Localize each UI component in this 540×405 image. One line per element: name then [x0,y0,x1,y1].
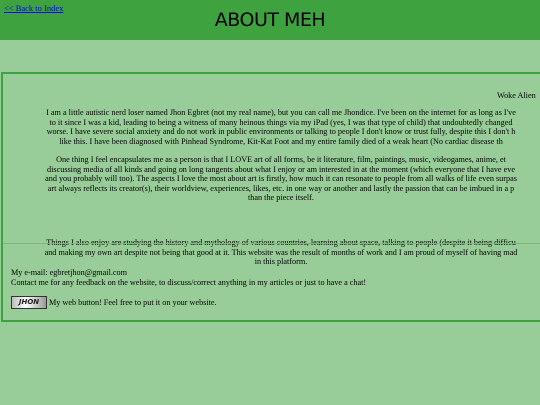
email-line: My e-mail: egbretjhon@gmail.com [11,268,127,277]
paragraph-line: Things I also enjoy are studying the history and mythology of various countries, learning about space, talking to people (despite it being difficu [46,238,516,247]
about-subtitle: Woke Alien [497,91,536,100]
paragraph-line: One thing I feel encapsulates me as a person is that I LOVE art of all forms, be it literature, film, paintings, music, videogames, anime, et [56,155,506,164]
divider-bottom [3,243,540,244]
paragraph-line: and making my own art despite not being that good at it. This website was the result of months of work and I am proud of myself of having mad [44,247,518,257]
paragraph-line: art always reflects its creator(s), their worldview, experiences, likes, etc. in one way or another and lastly the passion that can be imbued in a p [47,183,515,193]
paragraph-line: than the piece itself. [248,193,314,203]
paragraph-line: worse. I have severe social anxiety and do not work in public environments or talking to people I don't know or trust fully, despite this I don't h [46,127,516,137]
contact-section [11,268,366,288]
about-paragraph-1 [11,108,540,146]
page-title: ABOUT MEH [214,9,326,31]
web-button-caption: My web button! Feel free to put it on your website. [49,297,217,307]
paragraph-line: to it since I was a kid, leading to being a witness of many heinous things via my iPad (yes, I was that type of child) that undoubtedly changed [49,117,513,127]
web-button-image[interactable]: JHON [11,296,47,309]
paragraph-line: in this platform. [254,257,308,267]
paragraph-line: I am a little autistic nerd loser named Jhon Egbret (not my real name), but you can call me Jhondice. I've been on the internet for as long as I've [46,108,516,117]
header-bar [0,0,540,40]
contact-note: Contact me for any feedback on the website, to discuss/correct anything in my articles or just to have a chat! [11,278,367,287]
web-button-row [11,295,217,309]
paragraph-line: and you probably will too). The aspects I love the most about art is firstly, how much it can resonate to people from all walks of life even surpas [45,174,517,184]
paragraph-line: discussing media of all kinds and going on long tangents about what I enjoy or am interested in at the moment (which everyone that I have eve [47,164,515,174]
paragraph-line: like this. I have been diagnosed with Pinhead Syndrome, Kit-Kat Foot and my entire family died of a weak heart (No cardiac disease th [59,136,503,146]
about-paragraph-2 [11,155,540,203]
back-to-index-link[interactable]: << Back to Index [4,3,64,13]
